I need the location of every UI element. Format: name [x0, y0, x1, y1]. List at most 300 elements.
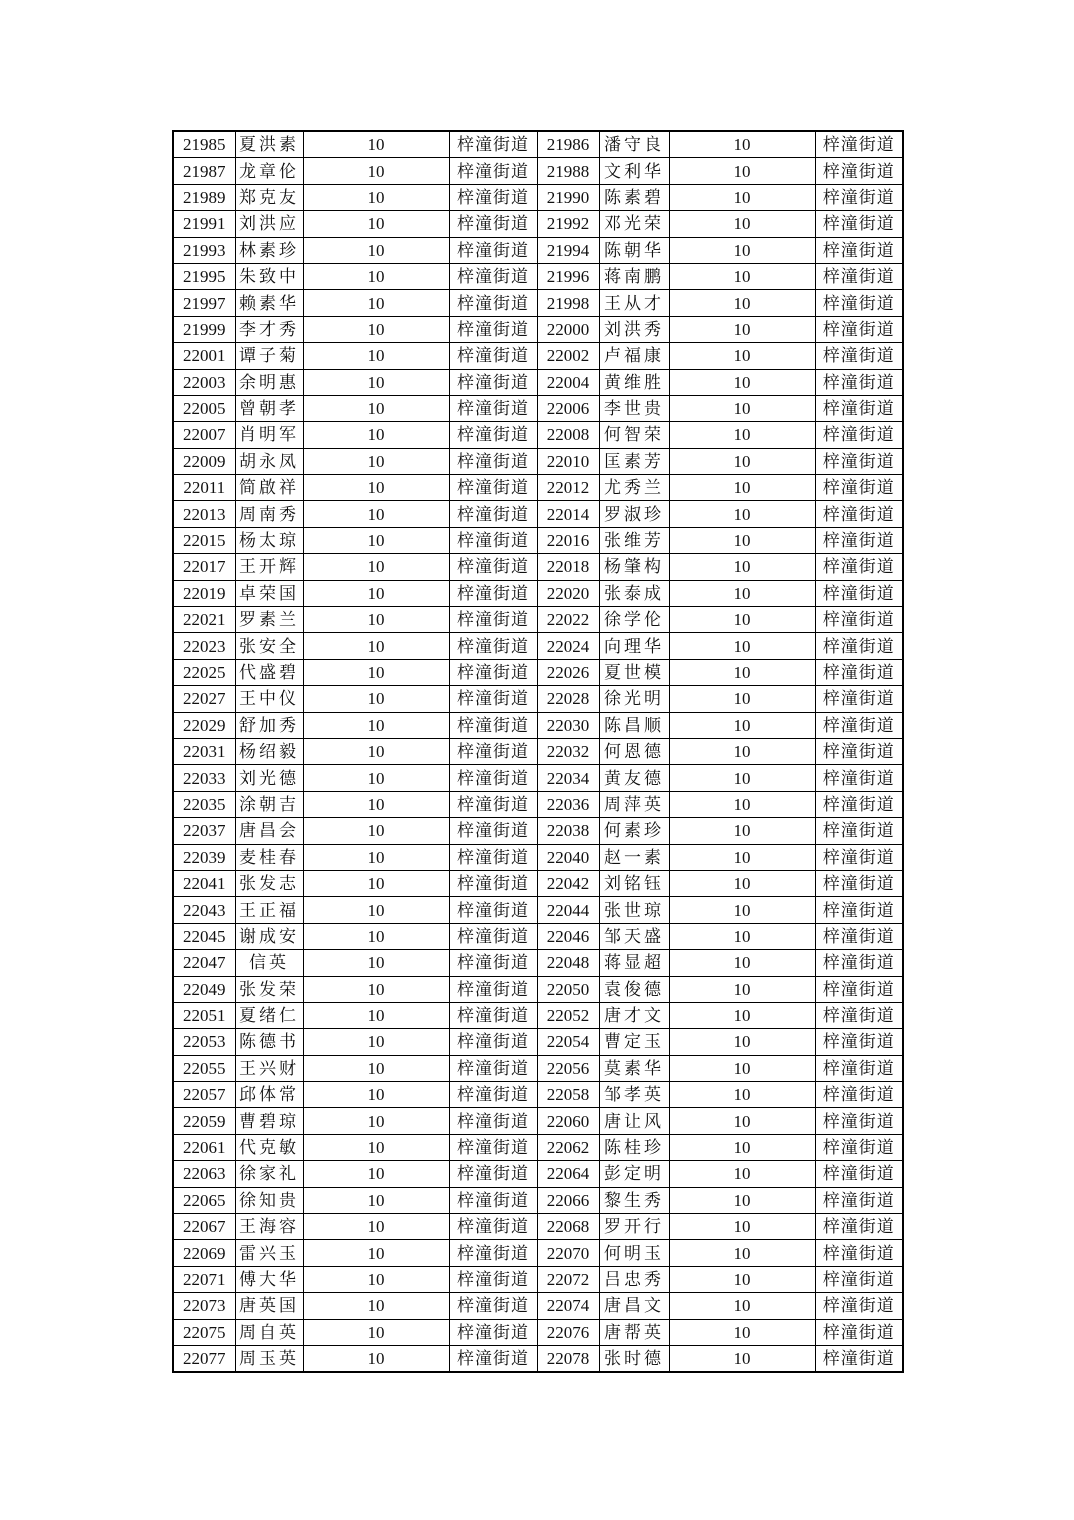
amount-cell: 10 [303, 1214, 449, 1240]
person-name-cell: 刘洪秀 [599, 316, 669, 342]
person-name-cell: 徐学伦 [599, 607, 669, 633]
amount-cell: 10 [303, 395, 449, 421]
street-cell: 梓潼街道 [449, 395, 537, 421]
record-id-cell: 22054 [537, 1029, 599, 1055]
person-name-cell: 张发荣 [235, 976, 303, 1002]
amount-cell: 10 [303, 263, 449, 289]
table-row [173, 844, 903, 870]
amount-cell: 10 [303, 1082, 449, 1108]
record-id-cell: 22027 [173, 686, 235, 712]
street-cell: 梓潼街道 [449, 448, 537, 474]
person-name-cell: 邹孝英 [599, 1082, 669, 1108]
person-name-cell: 涂朝吉 [235, 791, 303, 817]
street-cell: 梓潼街道 [815, 211, 903, 237]
amount-cell: 10 [669, 818, 815, 844]
street-cell: 梓潼街道 [815, 791, 903, 817]
amount-cell: 10 [669, 158, 815, 184]
amount-cell: 10 [303, 158, 449, 184]
street-cell: 梓潼街道 [815, 580, 903, 606]
record-id-cell: 22067 [173, 1214, 235, 1240]
record-id-cell: 21991 [173, 211, 235, 237]
person-name-cell: 胡永凤 [235, 448, 303, 474]
person-name-cell: 张发志 [235, 870, 303, 896]
table-row [173, 369, 903, 395]
amount-cell: 10 [303, 1266, 449, 1292]
person-name-cell: 曹碧琼 [235, 1108, 303, 1134]
amount-cell: 10 [669, 607, 815, 633]
record-id-cell: 21989 [173, 184, 235, 210]
person-name-cell: 黄友德 [599, 765, 669, 791]
street-cell: 梓潼街道 [449, 791, 537, 817]
amount-cell: 10 [303, 1108, 449, 1134]
street-cell: 梓潼街道 [815, 659, 903, 685]
street-cell: 梓潼街道 [449, 290, 537, 316]
record-id-cell: 22044 [537, 897, 599, 923]
person-name-cell: 蒋南鹏 [599, 263, 669, 289]
person-name-cell: 罗素兰 [235, 607, 303, 633]
person-name-cell: 张时德 [599, 1345, 669, 1372]
amount-cell: 10 [303, 184, 449, 210]
record-id-cell: 22061 [173, 1134, 235, 1160]
record-id-cell: 22028 [537, 686, 599, 712]
record-id-cell: 22019 [173, 580, 235, 606]
amount-cell: 10 [303, 712, 449, 738]
amount-cell: 10 [303, 527, 449, 553]
record-id-cell: 22016 [537, 527, 599, 553]
street-cell: 梓潼街道 [449, 870, 537, 896]
street-cell: 梓潼街道 [815, 923, 903, 949]
record-id-cell: 21987 [173, 158, 235, 184]
street-cell: 梓潼街道 [449, 712, 537, 738]
amount-cell: 10 [669, 343, 815, 369]
table-row [173, 501, 903, 527]
amount-cell: 10 [669, 237, 815, 263]
street-cell: 梓潼街道 [449, 844, 537, 870]
table-row [173, 343, 903, 369]
person-name-cell: 赵一素 [599, 844, 669, 870]
street-cell: 梓潼街道 [449, 1266, 537, 1292]
person-name-cell: 唐英国 [235, 1293, 303, 1319]
street-cell: 梓潼街道 [815, 369, 903, 395]
record-id-cell: 22031 [173, 738, 235, 764]
street-cell: 梓潼街道 [815, 686, 903, 712]
street-cell: 梓潼街道 [449, 527, 537, 553]
amount-cell: 10 [669, 1214, 815, 1240]
street-cell: 梓潼街道 [815, 290, 903, 316]
record-id-cell: 22070 [537, 1240, 599, 1266]
table-row [173, 686, 903, 712]
street-cell: 梓潼街道 [449, 1161, 537, 1187]
record-id-cell: 22059 [173, 1108, 235, 1134]
street-cell: 梓潼街道 [815, 1108, 903, 1134]
record-id-cell: 22050 [537, 976, 599, 1002]
record-id-cell: 22075 [173, 1319, 235, 1345]
street-cell: 梓潼街道 [449, 237, 537, 263]
record-id-cell: 22011 [173, 475, 235, 501]
record-id-cell: 22032 [537, 738, 599, 764]
person-name-cell: 曹定玉 [599, 1029, 669, 1055]
person-name-cell: 雷兴玉 [235, 1240, 303, 1266]
record-id-cell: 22069 [173, 1240, 235, 1266]
street-cell: 梓潼街道 [815, 1161, 903, 1187]
person-name-cell: 唐昌会 [235, 818, 303, 844]
record-id-cell: 21999 [173, 316, 235, 342]
record-id-cell: 22025 [173, 659, 235, 685]
person-name-cell: 陈昌顺 [599, 712, 669, 738]
street-cell: 梓潼街道 [449, 686, 537, 712]
record-id-cell: 22036 [537, 791, 599, 817]
table-row [173, 950, 903, 976]
amount-cell: 10 [669, 1055, 815, 1081]
amount-cell: 10 [669, 712, 815, 738]
record-id-cell: 22053 [173, 1029, 235, 1055]
person-name-cell: 卓荣国 [235, 580, 303, 606]
person-name-cell: 唐帮英 [599, 1319, 669, 1345]
person-name-cell: 舒加秀 [235, 712, 303, 738]
street-cell: 梓潼街道 [815, 475, 903, 501]
street-cell: 梓潼街道 [815, 448, 903, 474]
record-id-cell: 22035 [173, 791, 235, 817]
person-name-cell: 张泰成 [599, 580, 669, 606]
street-cell: 梓潼街道 [815, 765, 903, 791]
record-id-cell: 22060 [537, 1108, 599, 1134]
amount-cell: 10 [303, 950, 449, 976]
record-id-cell: 22003 [173, 369, 235, 395]
record-id-cell: 22038 [537, 818, 599, 844]
street-cell: 梓潼街道 [449, 1055, 537, 1081]
street-cell: 梓潼街道 [815, 1240, 903, 1266]
person-name-cell: 代盛碧 [235, 659, 303, 685]
amount-cell: 10 [669, 1134, 815, 1160]
amount-cell: 10 [669, 211, 815, 237]
amount-cell: 10 [669, 580, 815, 606]
amount-cell: 10 [669, 395, 815, 421]
street-cell: 梓潼街道 [449, 501, 537, 527]
record-id-cell: 22030 [537, 712, 599, 738]
street-cell: 梓潼街道 [449, 633, 537, 659]
person-name-cell: 郑克友 [235, 184, 303, 210]
amount-cell: 10 [303, 131, 449, 158]
table-row [173, 712, 903, 738]
amount-cell: 10 [303, 765, 449, 791]
record-id-cell: 22063 [173, 1161, 235, 1187]
table-row [173, 1240, 903, 1266]
table-row [173, 422, 903, 448]
amount-cell: 10 [669, 475, 815, 501]
person-name-cell: 王中仪 [235, 686, 303, 712]
amount-cell: 10 [303, 1055, 449, 1081]
amount-cell: 10 [303, 237, 449, 263]
amount-cell: 10 [669, 554, 815, 580]
record-id-cell: 21986 [537, 131, 599, 158]
person-name-cell: 杨肇构 [599, 554, 669, 580]
street-cell: 梓潼街道 [449, 1214, 537, 1240]
street-cell: 梓潼街道 [449, 1029, 537, 1055]
table-row [173, 527, 903, 553]
amount-cell: 10 [303, 738, 449, 764]
table-row [173, 475, 903, 501]
amount-cell: 10 [669, 976, 815, 1002]
amount-cell: 10 [669, 765, 815, 791]
amount-cell: 10 [669, 950, 815, 976]
record-id-cell: 22048 [537, 950, 599, 976]
person-name-cell: 龙章伦 [235, 158, 303, 184]
record-id-cell: 22073 [173, 1293, 235, 1319]
person-name-cell: 何明玉 [599, 1240, 669, 1266]
street-cell: 梓潼街道 [449, 1108, 537, 1134]
person-name-cell: 周萍英 [599, 791, 669, 817]
person-name-cell: 林素珍 [235, 237, 303, 263]
record-id-cell: 22014 [537, 501, 599, 527]
person-name-cell: 刘洪应 [235, 211, 303, 237]
person-name-cell: 何素珍 [599, 818, 669, 844]
amount-cell: 10 [303, 580, 449, 606]
amount-cell: 10 [303, 844, 449, 870]
record-id-cell: 21996 [537, 263, 599, 289]
amount-cell: 10 [669, 844, 815, 870]
person-name-cell: 杨太琼 [235, 527, 303, 553]
record-id-cell: 22074 [537, 1293, 599, 1319]
street-cell: 梓潼街道 [815, 1002, 903, 1028]
street-cell: 梓潼街道 [449, 184, 537, 210]
street-cell: 梓潼街道 [449, 1240, 537, 1266]
record-id-cell: 22024 [537, 633, 599, 659]
table-row [173, 395, 903, 421]
table-row [173, 211, 903, 237]
amount-cell: 10 [303, 1161, 449, 1187]
person-name-cell: 潘守良 [599, 131, 669, 158]
person-name-cell: 王海容 [235, 1214, 303, 1240]
record-id-cell: 22017 [173, 554, 235, 580]
amount-cell: 10 [669, 923, 815, 949]
amount-cell: 10 [669, 633, 815, 659]
record-id-cell: 22033 [173, 765, 235, 791]
person-name-cell: 傅大华 [235, 1266, 303, 1292]
record-id-cell: 22001 [173, 343, 235, 369]
amount-cell: 10 [669, 870, 815, 896]
amount-cell: 10 [669, 1240, 815, 1266]
street-cell: 梓潼街道 [815, 184, 903, 210]
amount-cell: 10 [303, 1240, 449, 1266]
amount-cell: 10 [303, 475, 449, 501]
person-name-cell: 谢成安 [235, 923, 303, 949]
street-cell: 梓潼街道 [449, 976, 537, 1002]
street-cell: 梓潼街道 [815, 343, 903, 369]
table-row [173, 659, 903, 685]
person-name-cell: 向理华 [599, 633, 669, 659]
table-row [173, 765, 903, 791]
amount-cell: 10 [669, 501, 815, 527]
record-id-cell: 21994 [537, 237, 599, 263]
record-id-cell: 21993 [173, 237, 235, 263]
street-cell: 梓潼街道 [815, 554, 903, 580]
record-id-cell: 22034 [537, 765, 599, 791]
table-row [173, 818, 903, 844]
amount-cell: 10 [303, 1293, 449, 1319]
record-id-cell: 22071 [173, 1266, 235, 1292]
record-id-cell: 22052 [537, 1002, 599, 1028]
table-row [173, 1214, 903, 1240]
record-id-cell: 22012 [537, 475, 599, 501]
person-name-cell: 赖素华 [235, 290, 303, 316]
street-cell: 梓潼街道 [449, 131, 537, 158]
person-name-cell: 尤秀兰 [599, 475, 669, 501]
amount-cell: 10 [303, 686, 449, 712]
record-id-cell: 22007 [173, 422, 235, 448]
amount-cell: 10 [303, 316, 449, 342]
record-id-cell: 22047 [173, 950, 235, 976]
record-id-cell: 22058 [537, 1082, 599, 1108]
record-id-cell: 22065 [173, 1187, 235, 1213]
street-cell: 梓潼街道 [815, 712, 903, 738]
record-id-cell: 21988 [537, 158, 599, 184]
amount-cell: 10 [303, 1319, 449, 1345]
table-row [173, 1002, 903, 1028]
amount-cell: 10 [669, 369, 815, 395]
table-row [173, 1161, 903, 1187]
amount-cell: 10 [303, 607, 449, 633]
person-name-cell: 肖明军 [235, 422, 303, 448]
table-row [173, 263, 903, 289]
record-id-cell: 22006 [537, 395, 599, 421]
amount-cell: 10 [669, 263, 815, 289]
amount-cell: 10 [669, 1319, 815, 1345]
street-cell: 梓潼街道 [449, 765, 537, 791]
record-id-cell: 21995 [173, 263, 235, 289]
person-name-cell: 朱致中 [235, 263, 303, 289]
street-cell: 梓潼街道 [815, 422, 903, 448]
record-id-cell: 21998 [537, 290, 599, 316]
amount-cell: 10 [303, 1345, 449, 1372]
person-name-cell: 夏洪素 [235, 131, 303, 158]
street-cell: 梓潼街道 [449, 1319, 537, 1345]
table-row [173, 184, 903, 210]
record-id-cell: 22008 [537, 422, 599, 448]
person-name-cell: 李才秀 [235, 316, 303, 342]
table-row [173, 1029, 903, 1055]
person-name-cell: 邓光荣 [599, 211, 669, 237]
amount-cell: 10 [669, 422, 815, 448]
record-id-cell: 22010 [537, 448, 599, 474]
amount-cell: 10 [303, 554, 449, 580]
table-row [173, 131, 903, 158]
street-cell: 梓潼街道 [449, 818, 537, 844]
record-id-cell: 21992 [537, 211, 599, 237]
record-id-cell: 22066 [537, 1187, 599, 1213]
person-name-cell: 卢福康 [599, 343, 669, 369]
amount-cell: 10 [303, 659, 449, 685]
record-id-cell: 22005 [173, 395, 235, 421]
street-cell: 梓潼街道 [449, 738, 537, 764]
street-cell: 梓潼街道 [815, 633, 903, 659]
person-name-cell: 代克敏 [235, 1134, 303, 1160]
street-cell: 梓潼街道 [449, 554, 537, 580]
person-name-cell: 匡素芳 [599, 448, 669, 474]
street-cell: 梓潼街道 [449, 343, 537, 369]
person-name-cell: 莫素华 [599, 1055, 669, 1081]
amount-cell: 10 [669, 1345, 815, 1372]
amount-cell: 10 [669, 184, 815, 210]
person-name-cell: 信英 [235, 950, 303, 976]
record-id-cell: 22018 [537, 554, 599, 580]
table-row [173, 1055, 903, 1081]
record-id-cell: 22055 [173, 1055, 235, 1081]
person-name-cell: 周自英 [235, 1319, 303, 1345]
amount-cell: 10 [669, 897, 815, 923]
record-id-cell: 22026 [537, 659, 599, 685]
person-name-cell: 陈德书 [235, 1029, 303, 1055]
street-cell: 梓潼街道 [449, 263, 537, 289]
table-row [173, 976, 903, 1002]
person-name-cell: 刘铭钰 [599, 870, 669, 896]
street-cell: 梓潼街道 [815, 870, 903, 896]
table-row [173, 158, 903, 184]
street-cell: 梓潼街道 [815, 131, 903, 158]
record-id-cell: 22023 [173, 633, 235, 659]
street-cell: 梓潼街道 [815, 950, 903, 976]
person-name-cell: 黄维胜 [599, 369, 669, 395]
record-id-cell: 22057 [173, 1082, 235, 1108]
amount-cell: 10 [303, 422, 449, 448]
record-id-cell: 22040 [537, 844, 599, 870]
amount-cell: 10 [669, 791, 815, 817]
street-cell: 梓潼街道 [815, 818, 903, 844]
street-cell: 梓潼街道 [815, 395, 903, 421]
table-row [173, 554, 903, 580]
person-name-cell: 唐才文 [599, 1002, 669, 1028]
person-name-cell: 罗淑珍 [599, 501, 669, 527]
street-cell: 梓潼街道 [815, 1214, 903, 1240]
street-cell: 梓潼街道 [449, 1187, 537, 1213]
amount-cell: 10 [669, 686, 815, 712]
person-name-cell: 徐光明 [599, 686, 669, 712]
table-row [173, 791, 903, 817]
street-cell: 梓潼街道 [815, 844, 903, 870]
record-id-cell: 22045 [173, 923, 235, 949]
table-row [173, 580, 903, 606]
amount-cell: 10 [303, 448, 449, 474]
person-name-cell: 陈朝华 [599, 237, 669, 263]
table-row [173, 607, 903, 633]
table-row [173, 1134, 903, 1160]
record-id-cell: 22076 [537, 1319, 599, 1345]
record-id-cell: 22021 [173, 607, 235, 633]
amount-cell: 10 [303, 343, 449, 369]
street-cell: 梓潼街道 [815, 237, 903, 263]
amount-cell: 10 [669, 1082, 815, 1108]
record-id-cell: 22042 [537, 870, 599, 896]
amount-cell: 10 [669, 1266, 815, 1292]
amount-cell: 10 [303, 1002, 449, 1028]
amount-cell: 10 [303, 1187, 449, 1213]
street-cell: 梓潼街道 [815, 501, 903, 527]
street-cell: 梓潼街道 [815, 897, 903, 923]
person-name-cell: 袁俊德 [599, 976, 669, 1002]
record-id-cell: 22046 [537, 923, 599, 949]
record-id-cell: 21997 [173, 290, 235, 316]
record-id-cell: 22072 [537, 1266, 599, 1292]
person-name-cell: 王开辉 [235, 554, 303, 580]
street-cell: 梓潼街道 [449, 158, 537, 184]
amount-cell: 10 [669, 527, 815, 553]
roster-table [172, 130, 904, 1373]
record-id-cell: 22013 [173, 501, 235, 527]
street-cell: 梓潼街道 [449, 422, 537, 448]
person-name-cell: 邱体常 [235, 1082, 303, 1108]
street-cell: 梓潼街道 [815, 1134, 903, 1160]
street-cell: 梓潼街道 [815, 1345, 903, 1372]
record-id-cell: 22077 [173, 1345, 235, 1372]
